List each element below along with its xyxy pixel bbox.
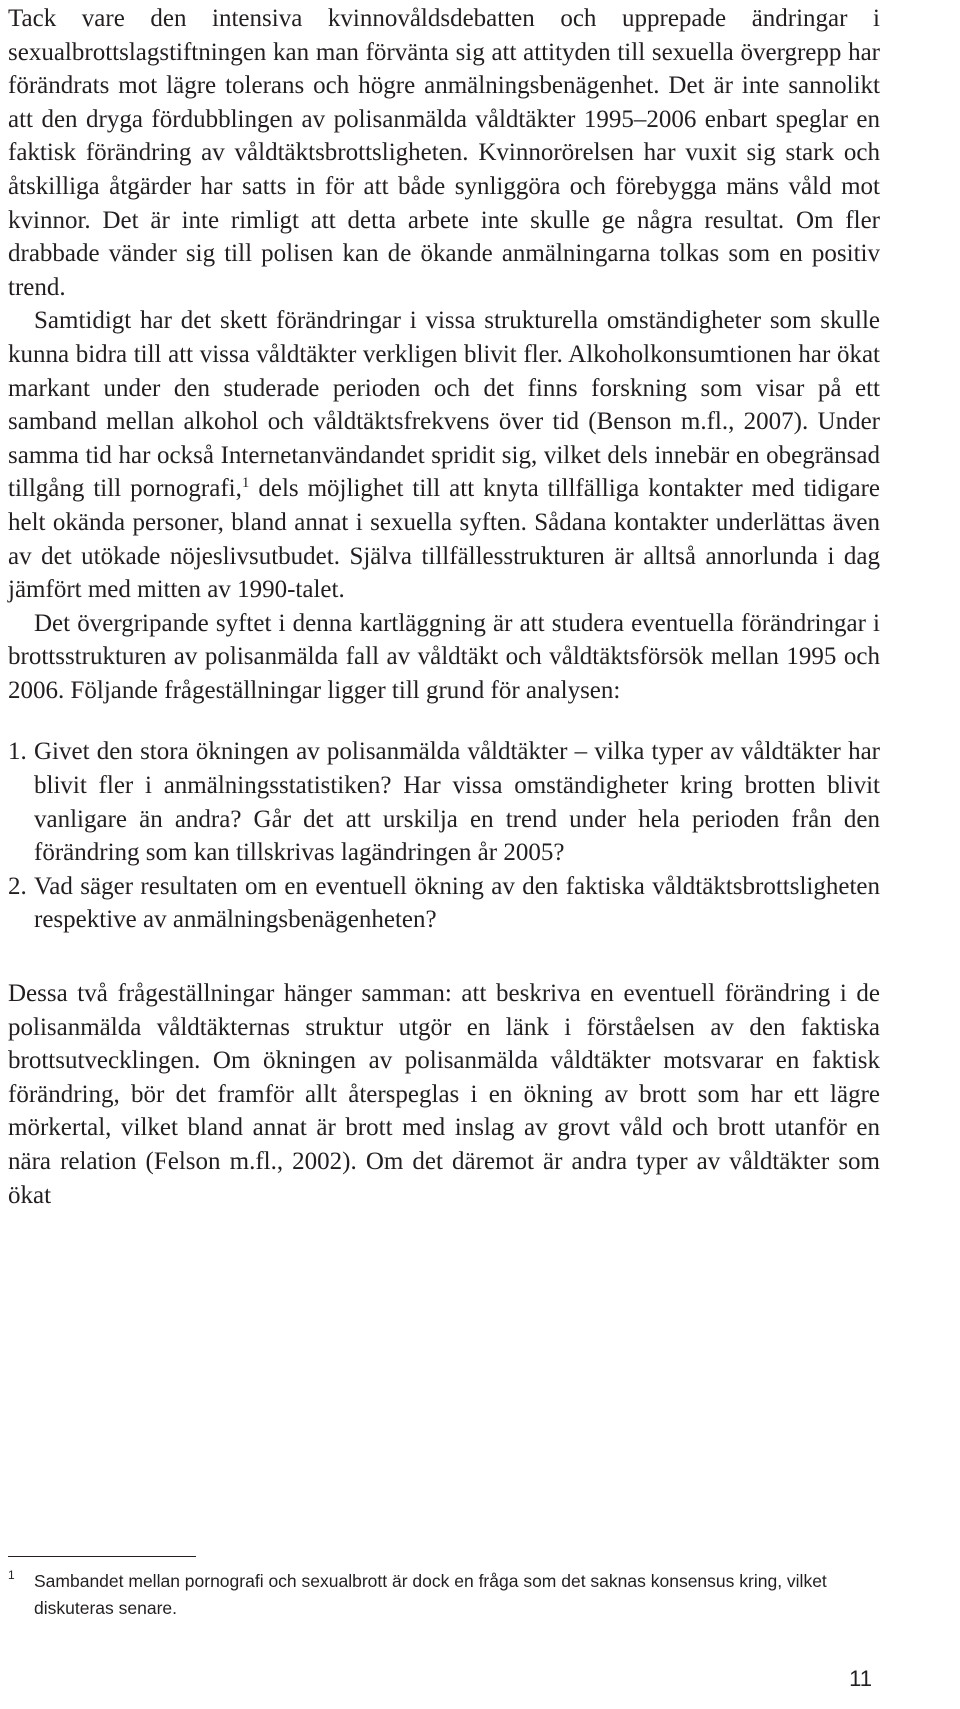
list-item-text: Givet den stora ökningen av polisanmälda våldtäkter – vilka typer av våldtäkter har blivit fler i anmälningsstatistiken? Har vissa omständigheter kring brotten blivit vanligare än andra? Går det att urskilja en trend under hela perioden från den förändring som kan tillskrivas lagändringen år 2005? xyxy=(34,738,880,867)
footnote xyxy=(8,1568,868,1622)
paragraph-structural-changes xyxy=(8,304,880,606)
footnote-number: 1 xyxy=(8,1568,15,1582)
paragraph-intro: Tack vare den intensiva kvinnovåldsdebatten och upprepade ändringar i sexualbrottslagstiftningen kan man förvänta sig att attityden till sexuella övergrepp har förändrats mot lägre tolerans och högre anmälningsbenägenhet. Det är inte sannolikt att den dryga fördubblingen av polisanmälda våldtäkter 1995–2006 enbart speglar en faktisk förändring av våldtäktsbrottsligheten. Kvinnorörelsen har vuxit sig stark och åtskilliga åtgärder har satts in för att både synliggöra och förebygga mäns våld mot kvinnor. Det är inte rimligt att detta arbete inte skulle ge några resultat. Om fler drabbade vänder sig till polisen kan de ökande anmälningarna tolkas som en positiv trend. xyxy=(8,5,880,301)
research-questions-list xyxy=(8,735,880,937)
list-number: 1. xyxy=(8,738,27,766)
list-item-text: Vad säger resultaten om en eventuell ökning av den faktiska våldtäktsbrottsligheten respektive av anmälningsbenägenheten? xyxy=(34,872,880,934)
research-question-2 xyxy=(8,870,880,937)
research-question-1 xyxy=(8,735,880,869)
spacer xyxy=(8,707,880,735)
paragraph-text-before-footnote: Samtidigt har det skett förändringar i vissa strukturella omständigheter som skulle kunna bidra till att vissa våldtäkter verkligen blivit fler. Alkoholkonsumtionen har ökat markant under den studerade perioden och det finns forskning som visar på ett samband mellan alkohol och våldtäktsfrekvens över tid (Benson m.fl., 2007). Under samma tid har också Internetanvändandet spridit sig, vilket dels innebär en obegränsad tillgång till pornografi, xyxy=(8,307,880,503)
footnote-reference[interactable]: 1 xyxy=(241,475,250,492)
list-number: 2. xyxy=(8,872,27,900)
paragraph-discussion: Dessa två frågeställningar hänger samman: att beskriva en eventuell förändring i de polisanmälda våldtäkternas struktur utgör en länk i förståelsen av den faktiska brottsutvecklingen. Om ökningen av polisanmälda våldtäkter motsvarar en faktisk förändring, bör det framför allt återspeglas i en ökning av brott som har ett lägre mörkertal, vilket bland annat är brott med inslag av grovt våld och brott utanför en nära relation (Felson m.fl., 2002). Om det däremot är andra typer av våldtäkter som ökat xyxy=(8,980,880,1209)
footnote-text: Sambandet mellan pornografi och sexualbrott är dock en fråga som det saknas konsensus kring, vilket diskuteras senare. xyxy=(34,1571,827,1618)
page-body xyxy=(8,2,880,1212)
page-number: 11 xyxy=(849,1666,872,1691)
paragraph-text-after-footnote: dels möjlighet till att knyta tillfälliga kontakter med tidigare helt okända personer, bland annat i sexuella syften. Sådana kontakter underlättas även av det utökade nöjeslivsutbudet. Själva tillfällesstrukturen är alltså annorlunda i dag jämfört med mitten av 1990-talet. xyxy=(8,475,881,604)
footnote-divider xyxy=(8,1556,196,1557)
paragraph-purpose: Det övergripande syftet i denna kartläggning är att studera eventuella förändringar i brottsstrukturen av polisanmälda fall av våldtäkt och våldtäktsförsök mellan 1995 och 2006. Följande frågeställningar ligger till grund för analysen: xyxy=(8,609,880,704)
spacer xyxy=(8,937,880,977)
